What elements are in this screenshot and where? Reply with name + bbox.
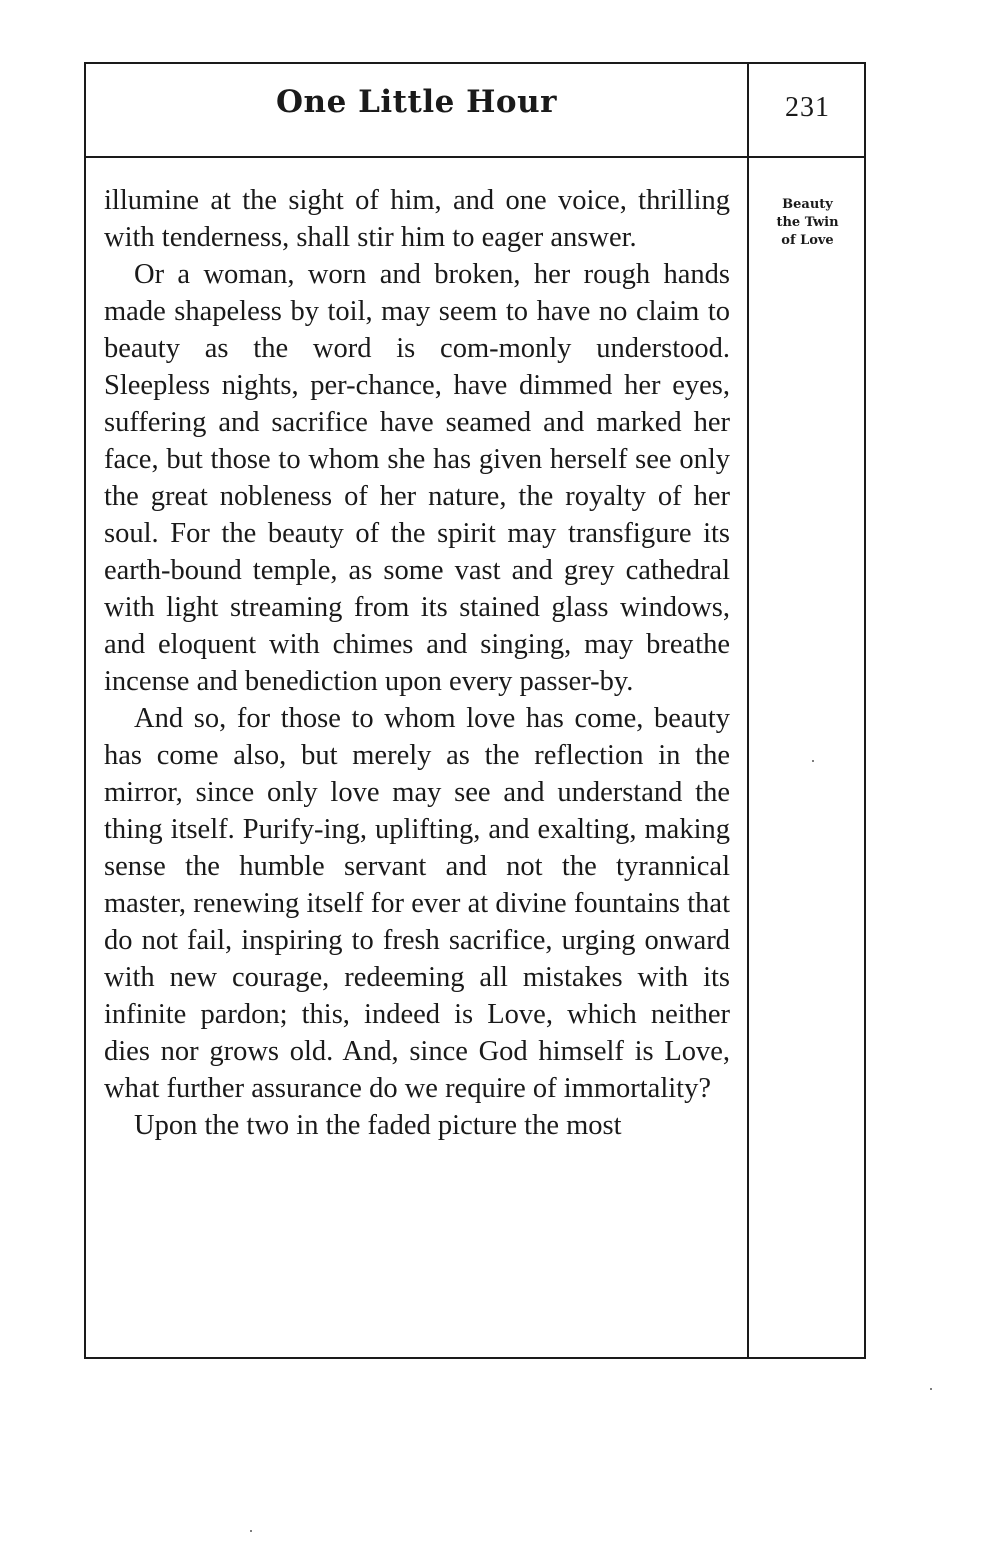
page-frame xyxy=(84,62,866,1359)
paragraph-3: And so, for those to whom love has come, beauty has come also, but merely as the reflection in the mirror, since only love may see and understand the thing itself. Purify-ing, uplifting, and exalting, making sense the humble servant and not the tyrannical master, renewing itself for ever at divine fountains that do not fail, inspiring to fresh sacrifice, urging onward with new courage, redeeming all mistakes with its infinite pardon; this, indeed is Love, which neither dies nor grows old. And, since God himself is Love, what further assurance do we require of immortality? xyxy=(104,703,730,1104)
side-note-line: Beauty xyxy=(782,197,833,212)
page-number: 231 xyxy=(785,92,830,123)
side-note-line: of Love xyxy=(781,233,834,248)
running-title: One Little Hour xyxy=(276,84,557,120)
paragraph-4: Upon the two in the faded picture the most xyxy=(134,1110,622,1141)
paragraph-2: Or a woman, worn and broken, her rough hands made shapeless by toil, may seem to have no claim to beauty as the word is com-monly understood. Sleepless nights, per-chance, have dimmed her eyes, suffering and sacrifice have seamed and marked her face, but those to whom she has given herself see only the great nobleness of her nature, the royalty of her soul. For the beauty of the spirit may transfigure its earth-bound temple, as some vast and grey cathedral with light streaming from its stained glass windows, and eloquent with chimes and singing, may breathe incense and benediction upon every passer-by. xyxy=(104,259,730,697)
scan-speck xyxy=(930,1388,932,1390)
column-rule xyxy=(747,64,749,1357)
paragraph-1: illumine at the sight of him, and one voice, thrilling with tenderness, shall stir him to eager answer. xyxy=(104,185,730,253)
side-note-line: the Twin xyxy=(776,215,839,230)
scan-speck xyxy=(812,760,814,762)
body-text xyxy=(104,182,730,1144)
side-note xyxy=(751,196,864,250)
scan-speck xyxy=(250,1530,252,1532)
